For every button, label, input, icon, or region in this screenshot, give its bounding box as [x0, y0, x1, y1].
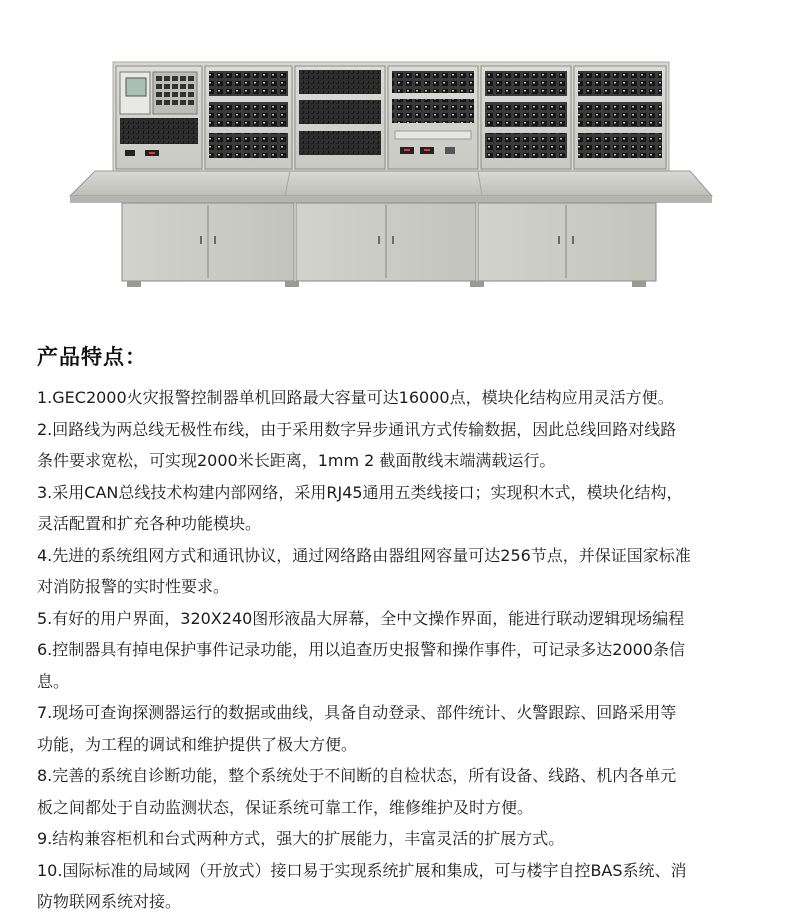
feature-line: 功能，为工程的调试和维护提供了极大方便。 [37, 734, 358, 754]
fire-alarm-control-console-image [0, 0, 790, 320]
feature-line: 9.结构兼容柜机和台式两种方式，强大的扩展能力，丰富灵活的扩展方式。 [37, 829, 565, 848]
product-image [0, 0, 790, 320]
feature-line: 4.先进的系统组网方式和通讯协议，通过网络路由器组网容量可达256节点，并保证国家标准 [37, 545, 691, 565]
feature-line: 防物联网系统对接。 [37, 892, 182, 911]
feature-item [37, 603, 772, 635]
feature-item [37, 760, 772, 823]
feature-line: 息。 [37, 671, 70, 691]
feature-line: 7.现场可查询探测器运行的数据或曲线，具备自动登录、部件统计、火警跟踪、回路采用等 [37, 703, 677, 722]
feature-line: 1.GEC2000火灾报警控制器单机回路最大容量可达16000点，模块化结构应用灵活方便。 [37, 388, 674, 407]
feature-item [37, 697, 772, 760]
feature-line: 3.采用CAN总线技术构建内部网络，采用RJ45通用五类线接口；实现积木式，模块化结构， [37, 482, 683, 502]
feature-line: 板之间都处于自动监测状态，保证系统可靠工作，维修维护及时方便。 [37, 797, 534, 817]
feature-line: 10.国际标准的局域网（开放式）接口易于实现系统扩展和集成，可与楼宇自控BAS系统、消 [37, 860, 687, 880]
feature-item [37, 540, 772, 603]
feature-line: 条件要求宽松，可实现2000米长距离，1mm 2 截面散线末端满载运行。 [37, 451, 556, 470]
feature-line: 6.控制器具有掉电保护事件记录功能，用以追查历史报警和操作事件，可记录多达2000条信 [37, 640, 685, 659]
feature-line: 对消防报警的实时性要求。 [37, 577, 230, 596]
feature-item [37, 382, 772, 414]
feature-list [37, 382, 772, 918]
feature-line: 2.回路线为两总线无极性布线，由于采用数字异步通讯方式传输数据，因此总线回路对线路 [37, 419, 677, 439]
feature-line: 8.完善的系统自诊断功能，整个系统处于不间断的自检状态，所有设备、线路、机内各单元 [37, 766, 677, 785]
feature-item [37, 823, 772, 855]
feature-item [37, 477, 772, 540]
feature-item [37, 855, 772, 918]
section-title: 产品特点： [37, 345, 147, 369]
feature-line: 5.有好的用户界面，320X240图形液晶大屏幕，全中文操作界面，能进行联动逻辑现场编程 [37, 608, 685, 628]
feature-item [37, 414, 772, 477]
feature-item [37, 634, 772, 697]
feature-line: 灵活配置和扩充各种功能模块。 [37, 514, 262, 533]
